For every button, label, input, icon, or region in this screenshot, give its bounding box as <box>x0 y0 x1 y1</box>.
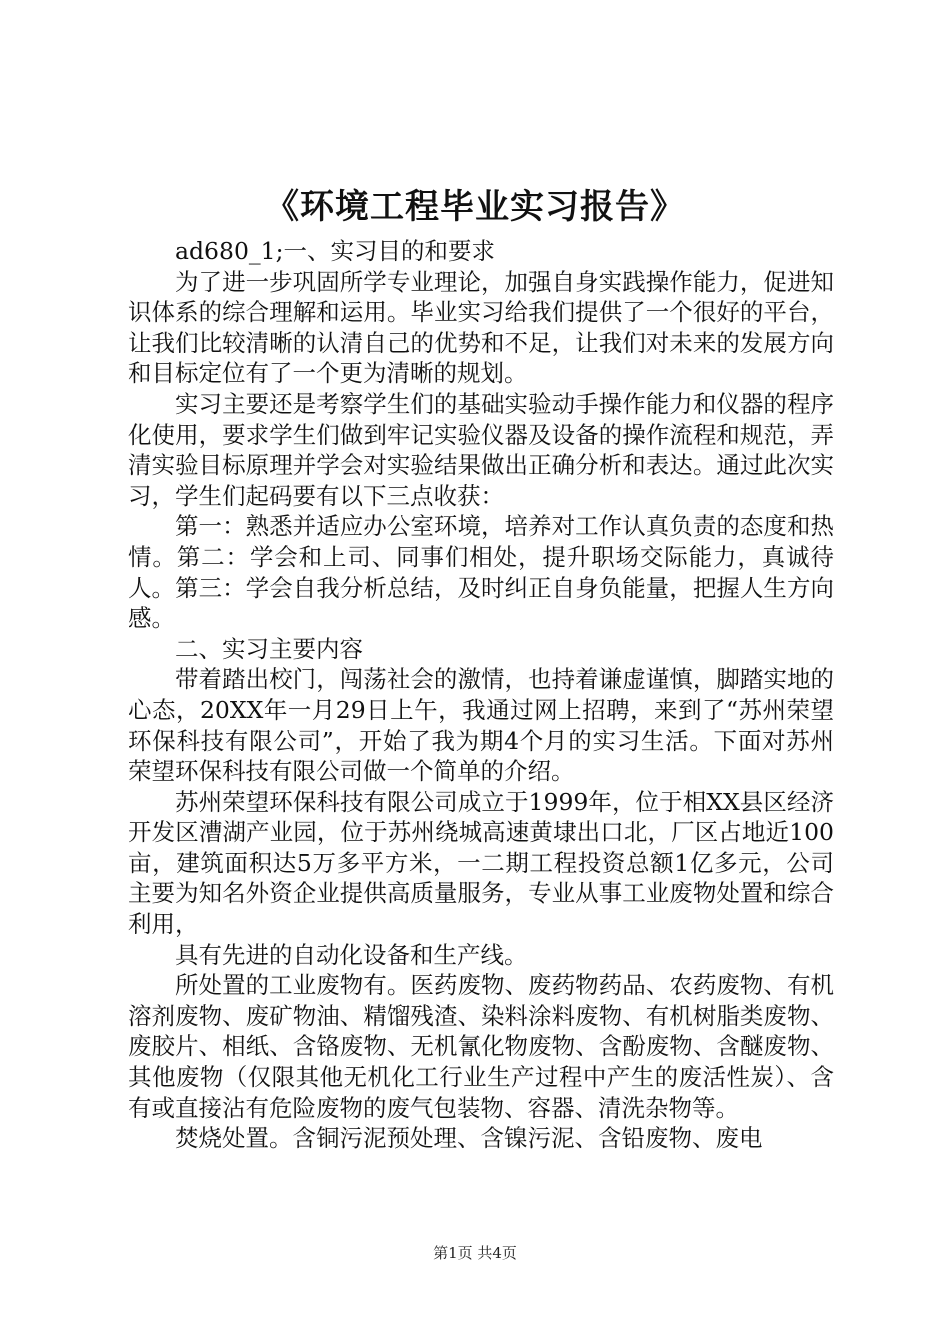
body-paragraph: 焚烧处置。含铜污泥预处理、含镍污泥、含铅废物、废电 <box>175 1124 763 1153</box>
section-heading-1: ad680_1;一、实习目的和要求 <box>175 237 496 265</box>
section-heading-2: 二、实习主要内容 <box>175 634 363 663</box>
document-title: 《环境工程毕业实习报告》 <box>265 187 685 227</box>
body-paragraph: 所处置的工业废物有。医药废物、废药物药品、农药废物、有机溶剂废物、废矿物油、精馏残渣、染料涂料废物、有机树脂类废物、废胶片、相纸、含铬废物、无机氰化物废物、含酚废物、含醚废物、其他废物（仅限其他无机化工行业生产过程中产生的废活性炭）、含有或直接沾有危险废物的废气包装物、容器、清洗杂物等。 <box>128 971 834 1122</box>
page-number-footer: 第1页 共4页 <box>433 1244 517 1262</box>
body-paragraph: 带着踏出校门，闯荡社会的激情，也持着谦虚谨慎，脚踏实地的心态，20XX年一月29日上午，我通过网上招聘，来到了“苏州荣望环保科技有限公司”，开始了我为期4个月的实习生活。下面对苏州荣望环保科技有限公司做一个简单的介绍。 <box>128 665 834 786</box>
document-body <box>128 236 834 1154</box>
body-paragraph: 具有先进的自动化设备和生产线。 <box>175 940 528 969</box>
body-paragraph: 第一：熟悉并适应办公室环境，培养对工作认真负责的态度和热情。第二：学会和上司、同事们相处，提升职场交际能力，真诚待人。第三：学会自我分析总结，及时纠正自身负能量，把握人生方向感。 <box>128 512 834 633</box>
body-paragraph: 为了进一步巩固所学专业理论，加强自身实践操作能力，促进知识体系的综合理解和运用。毕业实习给我们提供了一个很好的平台，让我们比较清晰的认清自己的优势和不足，让我们对未来的发展方向和目标定位有了一个更为清晰的规划。 <box>128 267 834 388</box>
body-paragraph: 实习主要还是考察学生们的基础实验动手操作能力和仪器的程序化使用，要求学生们做到牢记实验仪器及设备的操作流程和规范，弄清实验目标原理并学会对实验结果做出正确分析和表达。通过此次实习，学生们起码要有以下三点收获： <box>128 389 834 510</box>
body-paragraph: 苏州荣望环保科技有限公司成立于1999年，位于相XX县区经济开发区漕湖产业园，位于苏州绕城高速黄埭出口北，厂区占地近100亩，建筑面积达5万多平方米，一二期工程投资总额1亿多元，公司主要为知名外资企业提供高质量服务，专业从事工业废物处置和综合利用， <box>128 787 834 939</box>
